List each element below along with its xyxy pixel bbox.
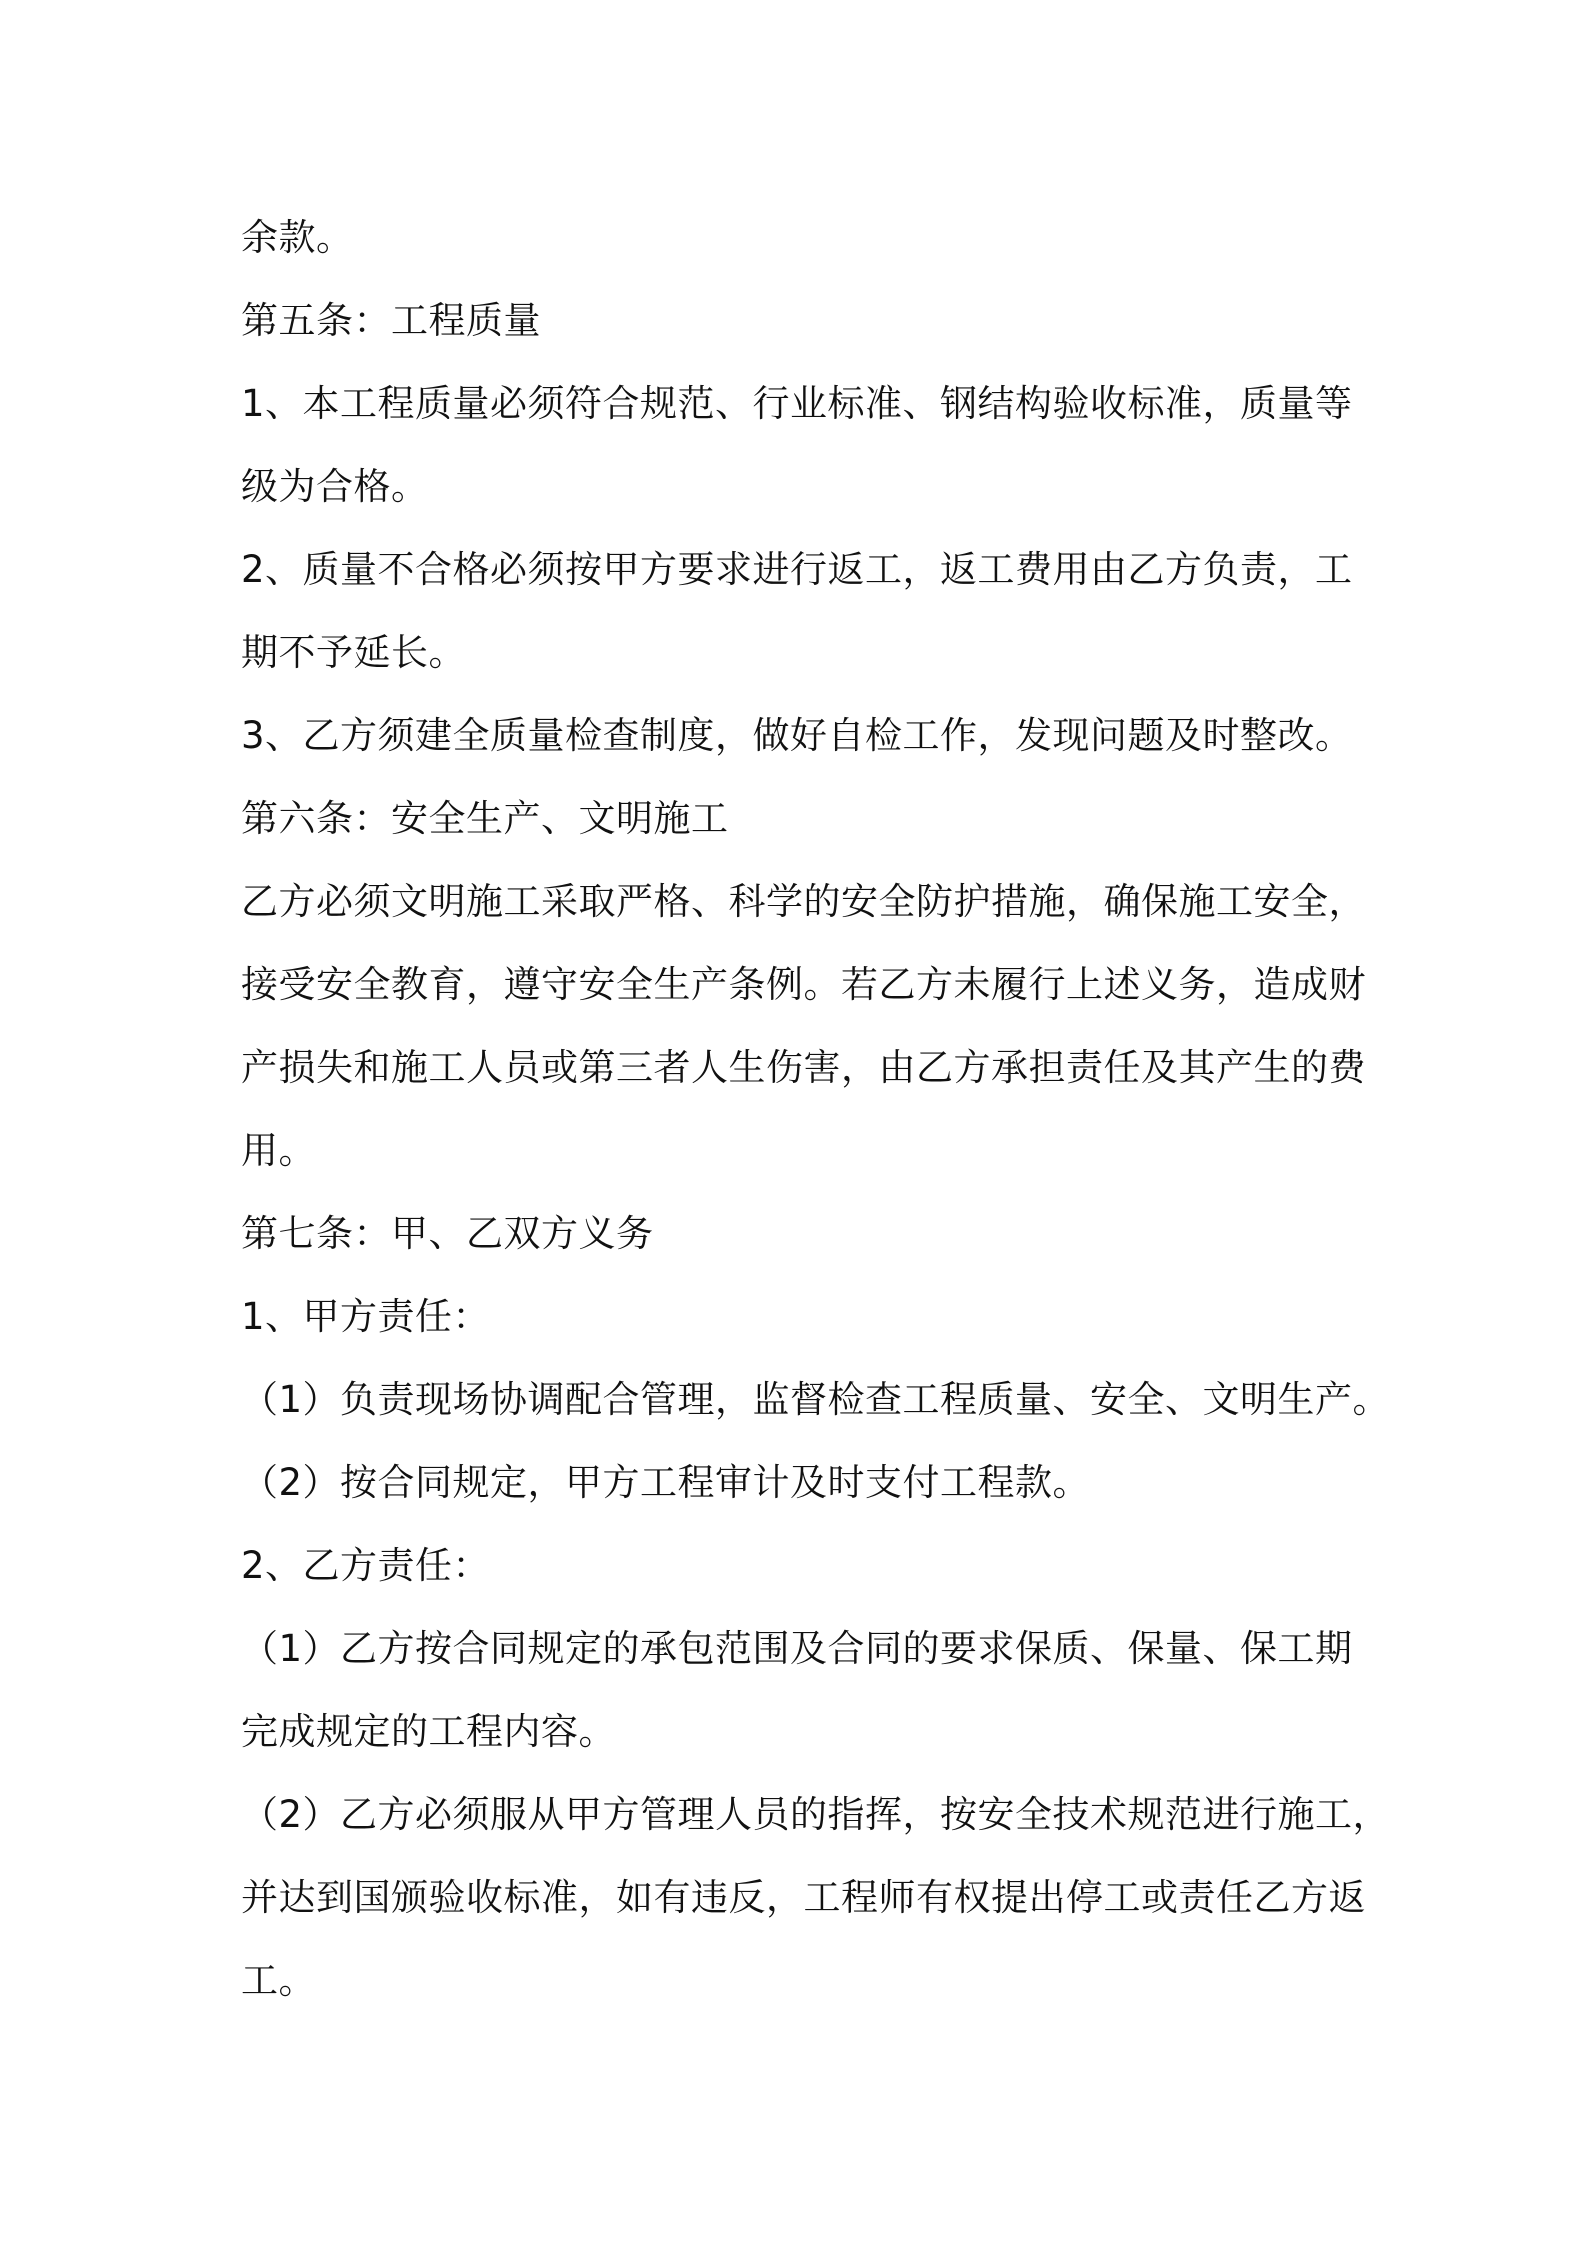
- text-line: （1）负责现场协调配合管理，监督检查工程质量、安全、文明生产。: [241, 1378, 1391, 1421]
- section-heading: 第七条：甲、乙双方义务: [241, 1212, 654, 1255]
- text-line: 期不予延长。: [241, 631, 466, 674]
- text-line: （2）乙方必须服从甲方管理人员的指挥，按安全技术规范进行施工，: [241, 1793, 1391, 1836]
- document-body: [241, 196, 1391, 2022]
- text-line: （1）乙方按合同规定的承包范围及合同的要求保质、保量、保工期: [241, 1627, 1353, 1670]
- text-line: 级为合格。: [241, 465, 429, 508]
- text-line: 产损失和施工人员或第三者人生伤害，由乙方承担责任及其产生的费: [241, 1046, 1366, 1089]
- text-line: 完成规定的工程内容。: [241, 1710, 616, 1753]
- text-line: （2）按合同规定，甲方工程审计及时支付工程款。: [241, 1461, 1091, 1504]
- text-line: 3、乙方须建全质量检查制度，做好自检工作，发现问题及时整改。: [241, 714, 1353, 757]
- text-line: 1、甲方责任：: [241, 1295, 491, 1338]
- section-heading: 第六条：安全生产、文明施工: [241, 797, 729, 840]
- section-heading: 第五条：工程质量: [241, 299, 541, 342]
- text-line: 并达到国颁验收标准，如有违反，工程师有权提出停工或责任乙方返: [241, 1876, 1366, 1919]
- text-line: 用。: [241, 1129, 316, 1172]
- text-line: 工。: [241, 1959, 316, 2002]
- text-line: 1、本工程质量必须符合规范、行业标准、钢结构验收标准，质量等: [241, 382, 1353, 425]
- text-line: 乙方必须文明施工采取严格、科学的安全防护措施，确保施工安全，: [241, 880, 1366, 923]
- text-line: 余款。: [241, 216, 354, 259]
- text-line: 2、质量不合格必须按甲方要求进行返工，返工费用由乙方负责，工: [241, 548, 1353, 591]
- text-line: 2、乙方责任：: [241, 1544, 491, 1587]
- text-line: 接受安全教育，遵守安全生产条例。若乙方未履行上述义务，造成财: [241, 963, 1366, 1006]
